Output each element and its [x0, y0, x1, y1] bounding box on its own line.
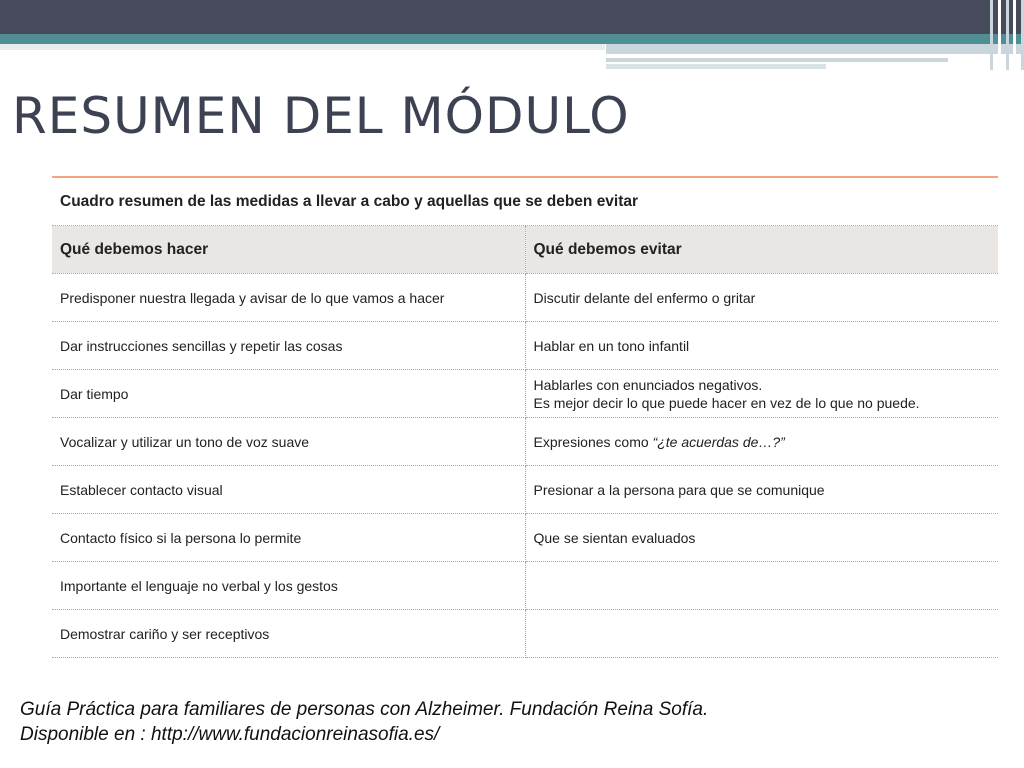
top-band [0, 0, 1024, 34]
cell-avoid-empty [525, 562, 998, 610]
cell-avoid-text: Que se sientan evaluados [533, 529, 696, 546]
table-row [52, 418, 998, 466]
source-line-1: Guía Práctica para familiares de personas con Alzheimer. Fundación Reina Sofía. [20, 699, 709, 720]
cell-do: Dar tiempo [52, 370, 525, 418]
cell-avoid-text: Expresiones como [533, 433, 649, 450]
table-row [52, 562, 998, 610]
table-row [52, 370, 998, 418]
slide-title: RESUMEN DEL MÓDULO [12, 87, 630, 145]
cell-do: Vocalizar y utilizar un tono de voz suave [52, 418, 525, 466]
header-avoid: Qué debemos evitar [525, 226, 998, 274]
cell-avoid-text: Presionar a la persona para que se comunique [533, 481, 825, 498]
cell-avoid [525, 370, 998, 418]
source-citation [20, 697, 708, 747]
cell-avoid [525, 274, 998, 322]
table-row [52, 466, 998, 514]
table-caption: Cuadro resumen de las medidas a llevar a cabo y aquellas que se deben evitar [52, 178, 998, 226]
table-row [52, 514, 998, 562]
cell-do: Establecer contacto visual [52, 466, 525, 514]
table-row [52, 322, 998, 370]
cell-avoid-text: Hablarles con enunciados negativos. [533, 376, 763, 393]
accent-band-right-short [606, 64, 826, 69]
accent-band-light [0, 44, 605, 50]
cell-do: Demostrar cariño y ser receptivos [52, 610, 525, 658]
cell-avoid [525, 466, 998, 514]
accent-band-right [606, 44, 1024, 54]
cell-avoid-quote: “¿te acuerdas de…?” [652, 433, 785, 450]
cell-avoid [525, 322, 998, 370]
accent-band-right-thin [606, 58, 948, 62]
accent-band [0, 34, 1024, 44]
cell-avoid-text: Hablar en un tono infantil [533, 337, 690, 354]
cell-avoid [525, 514, 998, 562]
cell-do: Importante el lenguaje no verbal y los gestos [52, 562, 525, 610]
cell-do: Contacto físico si la persona lo permite [52, 514, 525, 562]
cell-avoid-text: Discutir delante del enfermo o gritar [533, 289, 756, 306]
cell-avoid-empty [525, 610, 998, 658]
source-line-2: Disponible en : http://www.fundacionreinasofia.es/ [20, 724, 440, 745]
cell-do: Predisponer nuestra llegada y avisar de lo que vamos a hacer [52, 274, 525, 322]
cell-avoid-text-2: Es mejor decir lo que puede hacer en vez de lo que no puede. [533, 394, 920, 411]
header-do: Qué debemos hacer [52, 226, 525, 274]
table-row [52, 610, 998, 658]
cell-do: Dar instrucciones sencillas y repetir las cosas [52, 322, 525, 370]
cell-avoid [525, 418, 998, 466]
table-header-row [52, 226, 998, 274]
corner-stripes [990, 0, 1024, 70]
table-row [52, 274, 998, 322]
table-caption-row [52, 178, 998, 226]
summary-table [52, 176, 998, 658]
